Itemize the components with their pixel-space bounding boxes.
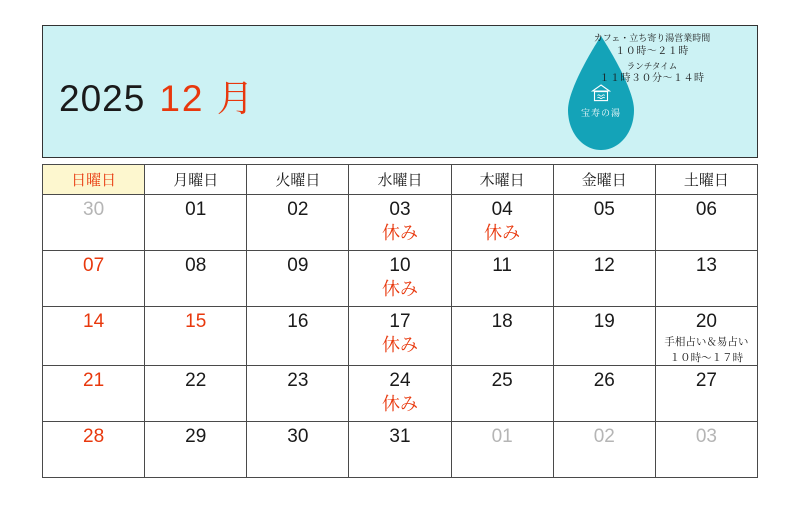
calendar-week-row xyxy=(43,366,758,422)
calendar-year: 2025 xyxy=(59,78,146,119)
day-number: 02 xyxy=(287,199,309,220)
calendar-week-row xyxy=(43,422,758,478)
calendar-title xyxy=(59,68,256,122)
closed-label: 休み xyxy=(381,278,418,299)
bathhouse-icon xyxy=(591,84,611,102)
calendar-month: 12 月 xyxy=(159,78,256,119)
calendar-day-cell[interactable] xyxy=(247,251,349,307)
day-number: 30 xyxy=(83,199,105,220)
day-number: 08 xyxy=(185,255,207,276)
day-number: 10 xyxy=(389,255,411,276)
calendar-day-cell[interactable] xyxy=(655,366,757,422)
day-number: 16 xyxy=(287,311,309,332)
weekday-header-monday: 月曜日 xyxy=(145,165,247,195)
logo-label: 宝寿の湯 xyxy=(580,108,621,118)
calendar-day-cell[interactable] xyxy=(349,366,451,422)
hours-line-2: １０時〜２１時 xyxy=(615,46,689,58)
weekday-header-wednesday: 水曜日 xyxy=(349,165,451,195)
calendar-day-cell[interactable] xyxy=(553,366,655,422)
calendar-day-cell[interactable] xyxy=(451,251,553,307)
day-number: 19 xyxy=(593,311,615,332)
calendar-day-cell[interactable] xyxy=(349,307,451,366)
day-number: 04 xyxy=(491,199,513,220)
hours-line-3: ランチタイム xyxy=(626,60,678,71)
calendar-day-cell[interactable] xyxy=(43,422,145,478)
day-number: 21 xyxy=(83,370,105,392)
day-number: 03 xyxy=(389,199,411,220)
day-number: 24 xyxy=(389,370,411,392)
day-number: 11 xyxy=(492,255,512,276)
calendar-day-cell[interactable] xyxy=(655,195,757,251)
calendar-header-row xyxy=(43,165,758,195)
day-number: 20 xyxy=(695,311,717,332)
day-number: 07 xyxy=(83,255,105,276)
calendar-day-cell[interactable] xyxy=(145,195,247,251)
calendar-day-cell[interactable] xyxy=(145,422,247,478)
closed-label: 休み xyxy=(381,222,418,243)
hours-line-1: カフェ・立ち寄り湯営業時間 xyxy=(593,33,711,43)
day-number: 15 xyxy=(185,311,207,332)
day-number: 12 xyxy=(593,255,615,276)
weekday-header-sunday: 日曜日 xyxy=(43,165,145,195)
calendar-day-cell[interactable] xyxy=(451,422,553,478)
calendar-table xyxy=(42,164,758,478)
day-number: 02 xyxy=(593,426,615,448)
calendar-day-cell[interactable] xyxy=(655,251,757,307)
calendar-week-row xyxy=(43,251,758,307)
day-number: 27 xyxy=(695,370,717,392)
calendar-day-cell[interactable] xyxy=(451,195,553,251)
calendar-day-cell[interactable] xyxy=(43,195,145,251)
calendar-day-cell[interactable] xyxy=(43,251,145,307)
calendar-day-cell[interactable] xyxy=(655,422,757,478)
day-number: 05 xyxy=(593,199,615,220)
calendar-day-cell[interactable] xyxy=(349,422,451,478)
business-hours-block xyxy=(557,32,747,86)
weekday-header-thursday: 木曜日 xyxy=(451,165,553,195)
day-number: 03 xyxy=(695,426,717,448)
day-number: 23 xyxy=(287,370,309,392)
day-number: 01 xyxy=(491,426,513,448)
calendar-day-cell[interactable] xyxy=(145,251,247,307)
day-number: 25 xyxy=(491,370,513,392)
calendar-day-cell[interactable] xyxy=(451,307,553,366)
day-number: 17 xyxy=(389,311,411,332)
calendar-day-cell[interactable] xyxy=(247,307,349,366)
calendar-day-cell[interactable] xyxy=(145,307,247,366)
calendar-day-cell[interactable] xyxy=(145,366,247,422)
day-number: 14 xyxy=(83,311,105,332)
closed-label: 休み xyxy=(484,222,521,243)
calendar-day-cell[interactable] xyxy=(553,422,655,478)
calendar-day-cell[interactable] xyxy=(43,366,145,422)
calendar-body xyxy=(43,195,758,478)
calendar-day-cell[interactable] xyxy=(247,422,349,478)
calendar-day-cell[interactable] xyxy=(553,195,655,251)
day-number: 30 xyxy=(287,426,309,448)
calendar-week-row xyxy=(43,195,758,251)
calendar-day-cell[interactable] xyxy=(247,195,349,251)
day-number: 22 xyxy=(185,370,207,392)
calendar-day-cell[interactable] xyxy=(43,307,145,366)
day-number: 13 xyxy=(695,255,717,276)
calendar-day-cell[interactable] xyxy=(655,307,757,366)
calendar-header-banner xyxy=(42,25,758,158)
calendar-week-row xyxy=(43,307,758,366)
calendar-day-cell[interactable] xyxy=(247,366,349,422)
hours-line-4: １１時３０分〜１４時 xyxy=(599,72,705,84)
day-number: 26 xyxy=(593,370,615,392)
day-number: 01 xyxy=(185,199,207,220)
day-number: 29 xyxy=(185,426,207,448)
day-note: 手相占い＆易占い xyxy=(664,335,749,348)
day-number: 18 xyxy=(491,311,513,332)
calendar-day-cell[interactable] xyxy=(553,251,655,307)
calendar-day-cell[interactable] xyxy=(451,366,553,422)
day-number: 09 xyxy=(287,255,309,276)
weekday-header-saturday: 土曜日 xyxy=(655,165,757,195)
closed-label: 休み xyxy=(381,334,418,355)
calendar-day-cell[interactable] xyxy=(349,251,451,307)
day-number: 06 xyxy=(695,199,717,220)
day-number: 31 xyxy=(389,426,411,448)
closed-label: 休み xyxy=(381,394,418,415)
calendar-day-cell[interactable] xyxy=(349,195,451,251)
weekday-header-tuesday: 火曜日 xyxy=(247,165,349,195)
day-note-secondary: １０時〜１７時 xyxy=(669,352,744,365)
day-number: 28 xyxy=(83,426,105,448)
weekday-header-friday: 金曜日 xyxy=(553,165,655,195)
calendar-day-cell[interactable] xyxy=(553,307,655,366)
